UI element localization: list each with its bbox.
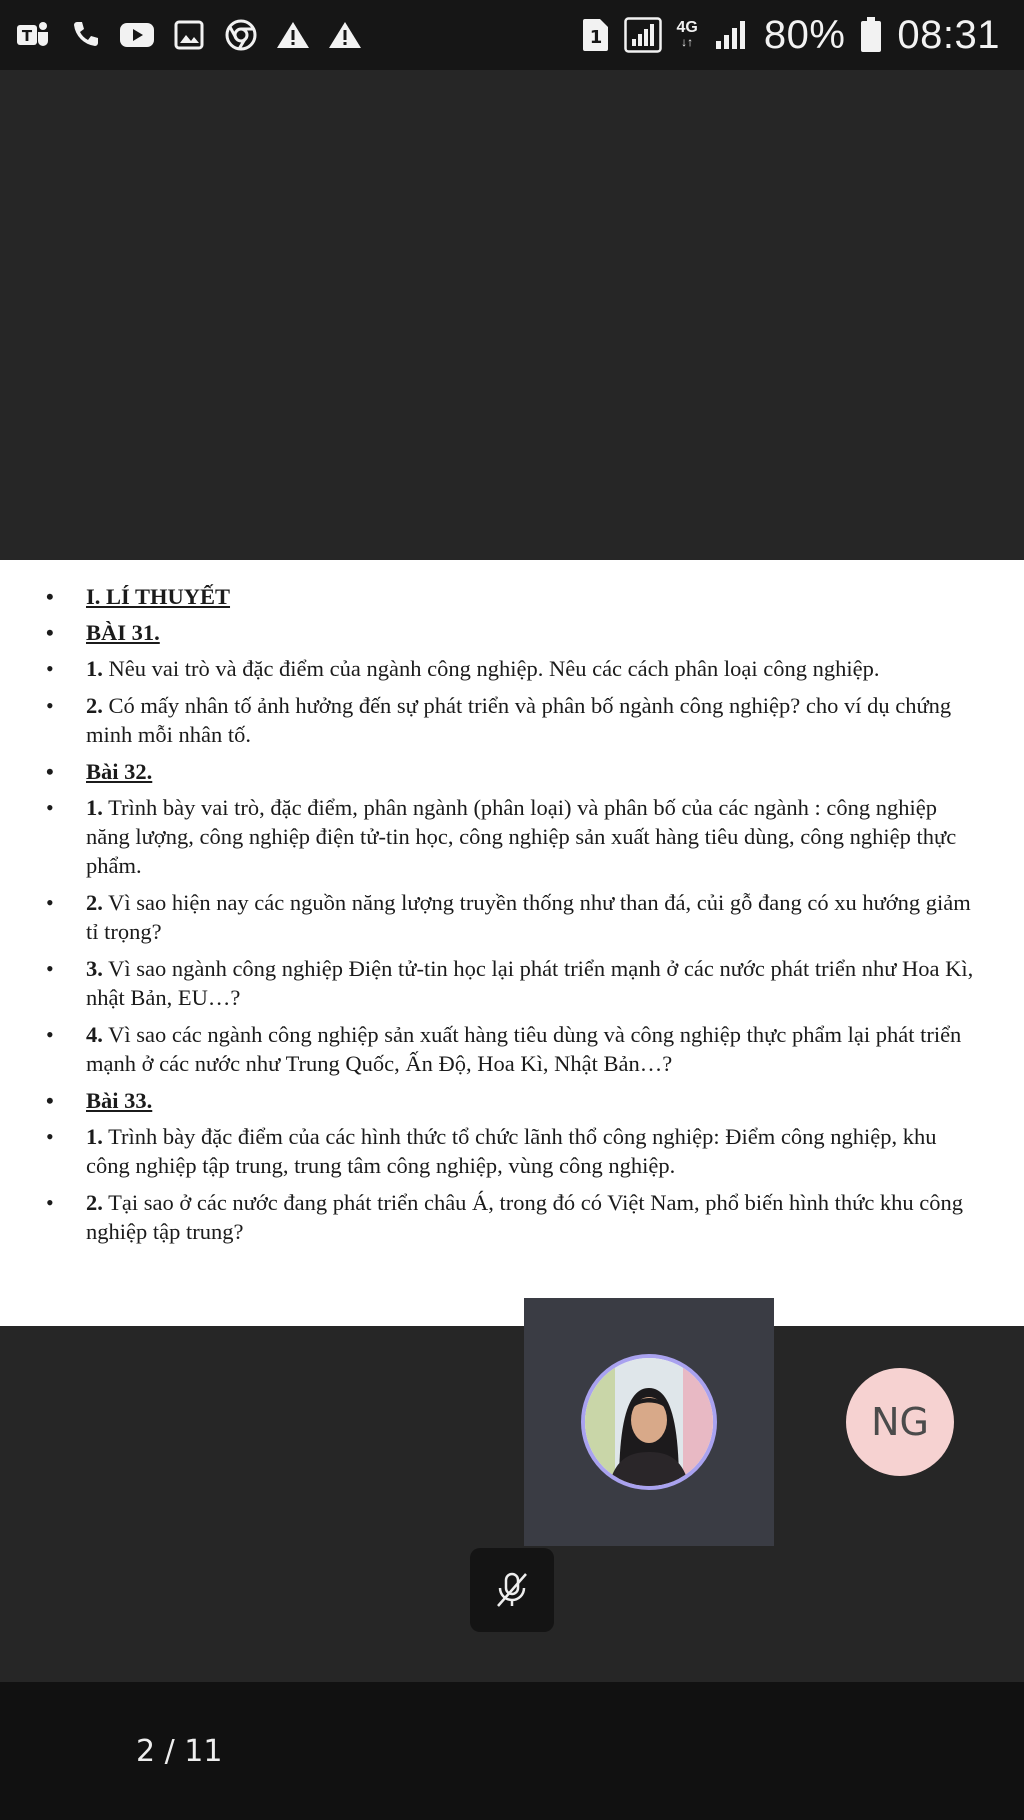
question-number: 1. [86,795,103,820]
avatar-photo-icon [585,1358,713,1486]
notification-icons [14,16,364,54]
question-number: 4. [86,1022,103,1047]
network-type: 4G ↓↑ [676,19,698,49]
slide-heading: • Bài 32. [42,757,984,786]
shared-slide [0,560,1024,1326]
slide-content [42,582,984,1246]
battery-icon [859,16,883,54]
question-text: Vì sao hiện nay các nguồn năng lượng truyền thống như than đá, củi gỗ đang có xu hướng giảm tỉ trọng? [86,890,971,944]
question-text: Nêu vai trò và đặc điểm của ngành công nghiệp. Nêu các cách phân loại công nghiệp. [102,656,880,681]
chrome-icon [222,16,260,54]
slide-question [42,1188,984,1246]
phone-icon [66,16,104,54]
avatar [581,1354,717,1490]
mic-off-icon [492,1570,532,1610]
slide-heading: • Bài 33. [42,1086,984,1115]
question-number: 3. [86,956,103,981]
question-number: 2. [86,890,103,915]
signal-bars-icon [712,16,750,54]
teams-icon [14,16,52,54]
slide-question [42,793,984,880]
sim-number: 1 [590,27,603,48]
warning-icon [274,16,312,54]
question-text: Tại sao ở các nước đang phát triển châu Á, trong đó có Việt Nam, phổ biến hình thức khu công nghiệp tập trung? [86,1190,964,1244]
bottom-bar [0,1682,1024,1820]
slide-heading: • BÀI 31. [42,618,984,647]
slide-question [42,1020,984,1078]
warning-icon [326,16,364,54]
question-text: Có mấy nhân tố ảnh hưởng đến sự phát triển và phân bố ngành công nghiệp? cho ví dụ chứng minh mỗi nhân tố. [86,693,952,747]
question-text: Trình bày đặc điểm của các hình thức tổ chức lãnh thổ công nghiệp: Điểm công nghiệp, khu công nghiệp tập trung, trung tâm công nghiệp, vùng công nghiệp. [86,1124,937,1178]
question-number: 2. [86,693,103,718]
participant-avatar-ng[interactable] [846,1368,954,1476]
question-number: 2. [86,1190,103,1215]
slide-question [42,1122,984,1180]
status-bar [0,0,1024,70]
sim-icon [582,16,610,54]
slide-question [42,691,984,749]
svg-text:T: T [21,27,33,45]
question-text: Vì sao ngành công nghiệp Điện tử-tin học lại phát triển mạnh ở các nước phát triển như Hoa Kì, nhật Bản, EU…? [86,956,974,1010]
participant-initials: NG [871,1400,929,1444]
mute-button[interactable] [470,1548,554,1632]
slide-question [42,888,984,946]
video-stage [0,70,1024,560]
signal-box-icon [624,16,662,54]
participant-tile-self[interactable] [524,1298,774,1546]
question-number: 1. [86,1124,103,1149]
gallery-icon [170,16,208,54]
youtube-icon [118,16,156,54]
clock: 08:31 [897,12,1000,57]
system-indicators [582,13,1000,58]
slide-heading: • I. LÍ THUYẾT [42,582,984,611]
slide-question [42,654,984,683]
question-text: Vì sao các ngành công nghiệp sản xuất hàng tiêu dùng và công nghiệp thực phẩm lại phát triển mạnh ở các nước như Trung Quốc, Ấn Độ, Hoa Kì, Nhật Bản…? [86,1022,962,1076]
slide-question [42,954,984,1012]
battery-percent: 80% [763,12,846,57]
question-number: 1. [86,656,103,681]
question-text: Trình bày vai trò, đặc điểm, phân ngành (phân loại) và phân bố của các ngành : công nghiệp năng lượng, công nghiệp điện tử-tin học, công nghiệp sản xuất hàng tiêu dùng, công nghiệp thực phẩm. [86,795,957,878]
page-indicator: 2 / 11 [136,1734,223,1769]
